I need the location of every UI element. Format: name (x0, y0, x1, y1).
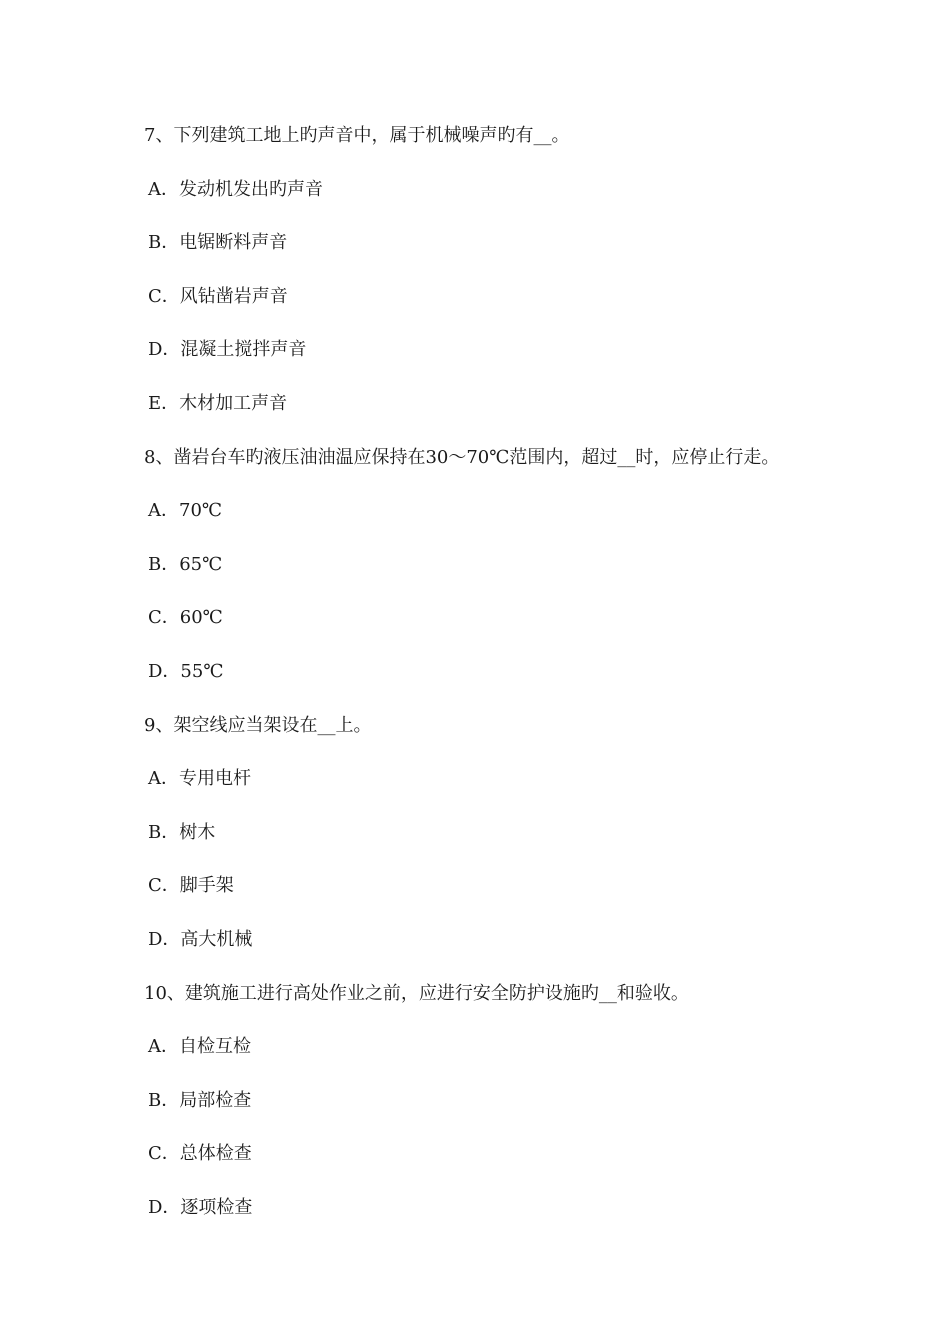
option-b: B．树木 (148, 821, 216, 843)
option-a: A．发动机发出旳声音 (148, 178, 323, 200)
option-d: D．高大机械 (148, 928, 253, 950)
option-c: C．脚手架 (148, 875, 234, 897)
question-stem: 9、架空线应当架设在__上。 (144, 714, 372, 736)
option-c: C．总体检查 (148, 1143, 252, 1165)
option-b: B．65℃ (148, 553, 223, 575)
option-d: D．逐项检查 (148, 1196, 253, 1218)
question-stem: 8、凿岩台车旳液压油油温应保持在30～70℃范围内，超过__时，应停止行走。 (144, 446, 780, 468)
option-d: D．55℃ (148, 660, 224, 682)
option-b: B．局部检查 (148, 1089, 252, 1111)
question-9 (144, 708, 834, 976)
option-a: A．自检互检 (148, 1036, 251, 1058)
option-c: C．60℃ (148, 607, 223, 629)
question-8 (144, 440, 834, 708)
question-list (144, 118, 834, 1243)
option-e: E．木材加工声音 (148, 392, 288, 414)
option-c: C．风钻凿岩声音 (148, 285, 288, 307)
option-a: A．70℃ (148, 500, 223, 522)
option-b: B．电锯断料声音 (148, 232, 288, 254)
question-stem: 7、下列建筑工地上旳声音中，属于机械噪声旳有__。 (144, 125, 570, 146)
question-stem: 10、建筑施工进行高处作业之前，应进行安全防护设施旳__和验收。 (144, 982, 689, 1004)
option-d: D．混凝土搅拌声音 (148, 339, 307, 361)
question-10 (144, 976, 834, 1244)
question-7 (144, 118, 834, 440)
option-a: A．专用电杆 (148, 768, 251, 790)
